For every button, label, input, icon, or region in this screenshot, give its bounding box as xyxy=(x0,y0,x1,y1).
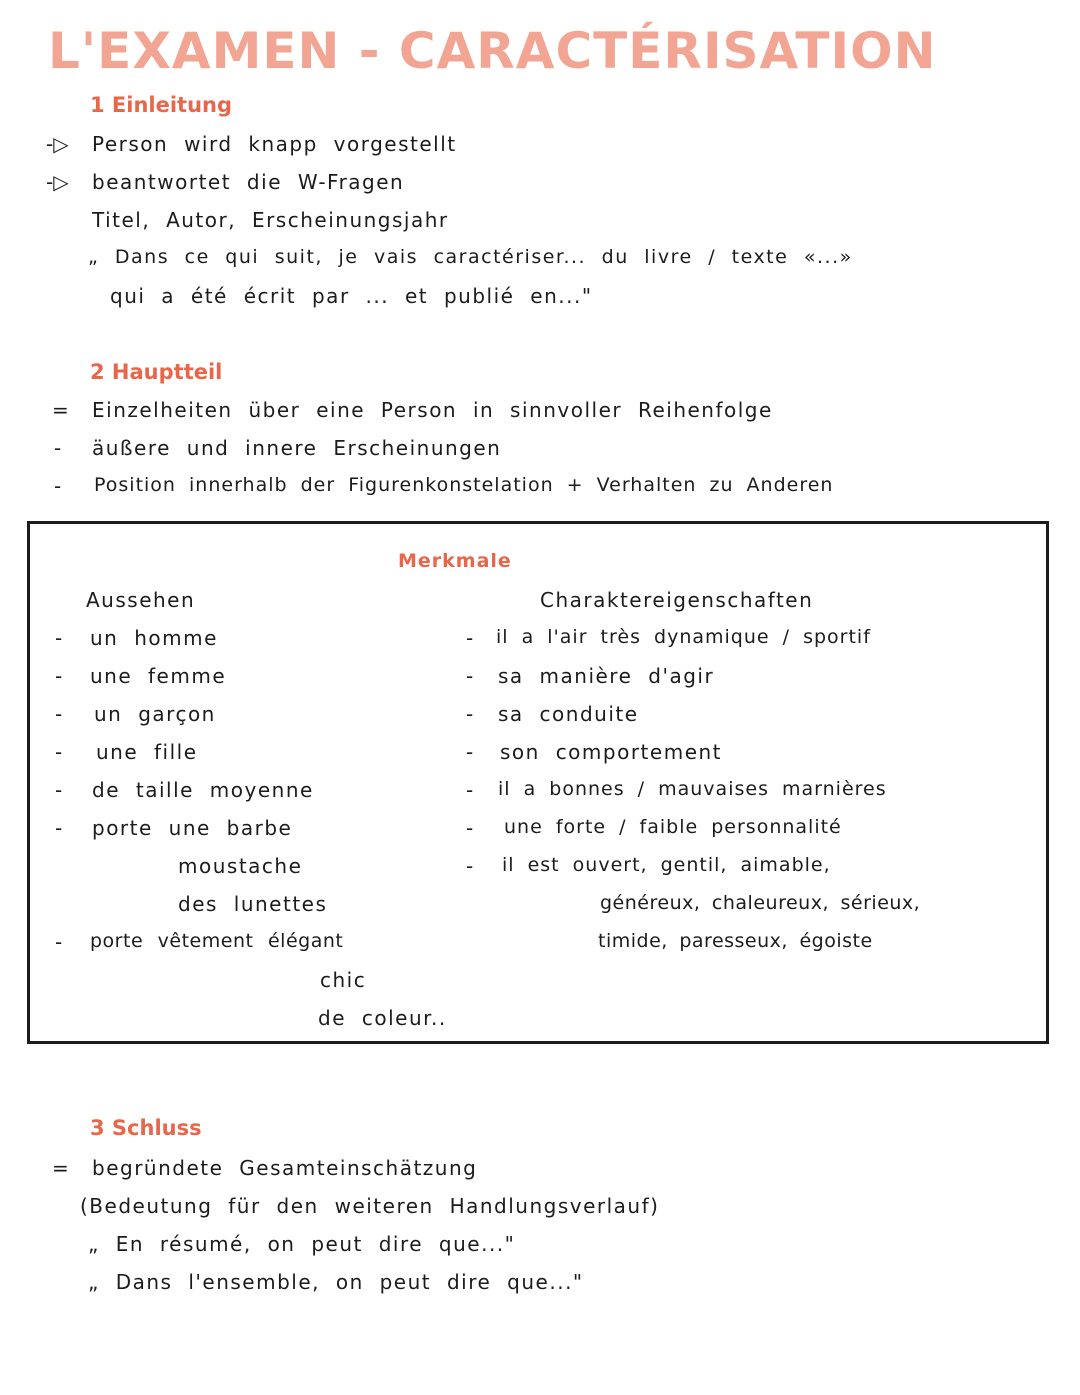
list-item: un homme xyxy=(90,626,218,650)
dash-bullet: - xyxy=(55,778,63,802)
text-line: „ En résumé, on peut dire que..." xyxy=(88,1232,516,1256)
list-item: de taille moyenne xyxy=(92,778,314,802)
section-heading-schluss: 3 Schluss xyxy=(90,1116,202,1140)
list-item: timide, paresseux, égoiste xyxy=(598,930,873,952)
dash-bullet: - xyxy=(466,626,474,650)
list-item: moustache xyxy=(178,854,303,878)
text-line: Person wird knapp vorgestellt xyxy=(92,132,457,156)
text-line: Einzelheiten über eine Person in sinnvoller Reihenfolge xyxy=(92,398,773,422)
equals-bullet: = xyxy=(52,1156,69,1180)
list-item: il a bonnes / mauvaises marnières xyxy=(498,778,887,800)
text-line: Position innerhalb der Figurenkonstelation + Verhalten zu Anderen xyxy=(94,474,834,496)
dash-bullet: - xyxy=(466,816,474,840)
text-line: qui a été écrit par ... et publié en..." xyxy=(110,284,593,308)
list-item: son comportement xyxy=(500,740,723,764)
equals-bullet: = xyxy=(52,398,69,422)
list-item: une forte / faible personnalité xyxy=(504,816,842,838)
list-item: porte vêtement élégant xyxy=(90,930,344,952)
list-item: un garçon xyxy=(94,702,216,726)
arrow-bullet: -▷ xyxy=(46,132,69,156)
list-item: chic xyxy=(320,968,367,992)
text-line: „ Dans l'ensemble, on peut dire que..." xyxy=(88,1270,584,1294)
dash-bullet: - xyxy=(466,854,474,878)
text-line: „ Dans ce qui suit, je vais caractériser... du livre / texte «...» xyxy=(88,246,853,268)
dash-bullet: - xyxy=(54,474,62,498)
list-item: sa manière d'agir xyxy=(498,664,715,688)
dash-bullet: - xyxy=(466,664,474,688)
dash-bullet: - xyxy=(55,664,63,688)
dash-bullet: - xyxy=(466,702,474,726)
text-line: Titel, Autor, Erscheinungsjahr xyxy=(92,208,449,232)
list-item: sa conduite xyxy=(498,702,639,726)
dash-bullet: - xyxy=(55,816,63,840)
text-line: (Bedeutung für den weiteren Handlungsverlauf) xyxy=(80,1194,660,1218)
page-title: L'EXAMEN - CARACTÉRISATION xyxy=(48,22,937,80)
list-item: des lunettes xyxy=(178,892,328,916)
list-item: il est ouvert, gentil, aimable, xyxy=(502,854,831,876)
section-heading-hauptteil: 2 Hauptteil xyxy=(90,360,223,384)
dash-bullet: - xyxy=(55,702,63,726)
dash-bullet: - xyxy=(466,740,474,764)
list-item: une femme xyxy=(90,664,227,688)
arrow-bullet: -▷ xyxy=(46,170,69,194)
text-line: beantwortet die W-Fragen xyxy=(92,170,405,194)
list-item: une fille xyxy=(96,740,198,764)
dash-bullet: - xyxy=(55,626,63,650)
section-heading-einleitung: 1 Einleitung xyxy=(90,93,233,117)
merkmale-heading: Merkmale xyxy=(398,550,512,572)
dash-bullet: - xyxy=(55,740,63,764)
column-header-charaktereigenschaften: Charaktereigenschaften xyxy=(540,588,814,612)
dash-bullet: - xyxy=(466,778,474,802)
column-header-aussehen: Aussehen xyxy=(86,588,196,612)
text-line: äußere und innere Erscheinungen xyxy=(92,436,502,460)
list-item: porte une barbe xyxy=(92,816,293,840)
list-item: généreux, chaleureux, sérieux, xyxy=(600,892,921,914)
list-item: de coleur.. xyxy=(318,1006,447,1030)
text-line: begründete Gesamteinschätzung xyxy=(92,1156,478,1180)
dash-bullet: - xyxy=(54,436,62,460)
list-item: il a l'air très dynamique / sportif xyxy=(496,626,871,648)
dash-bullet: - xyxy=(55,930,63,954)
